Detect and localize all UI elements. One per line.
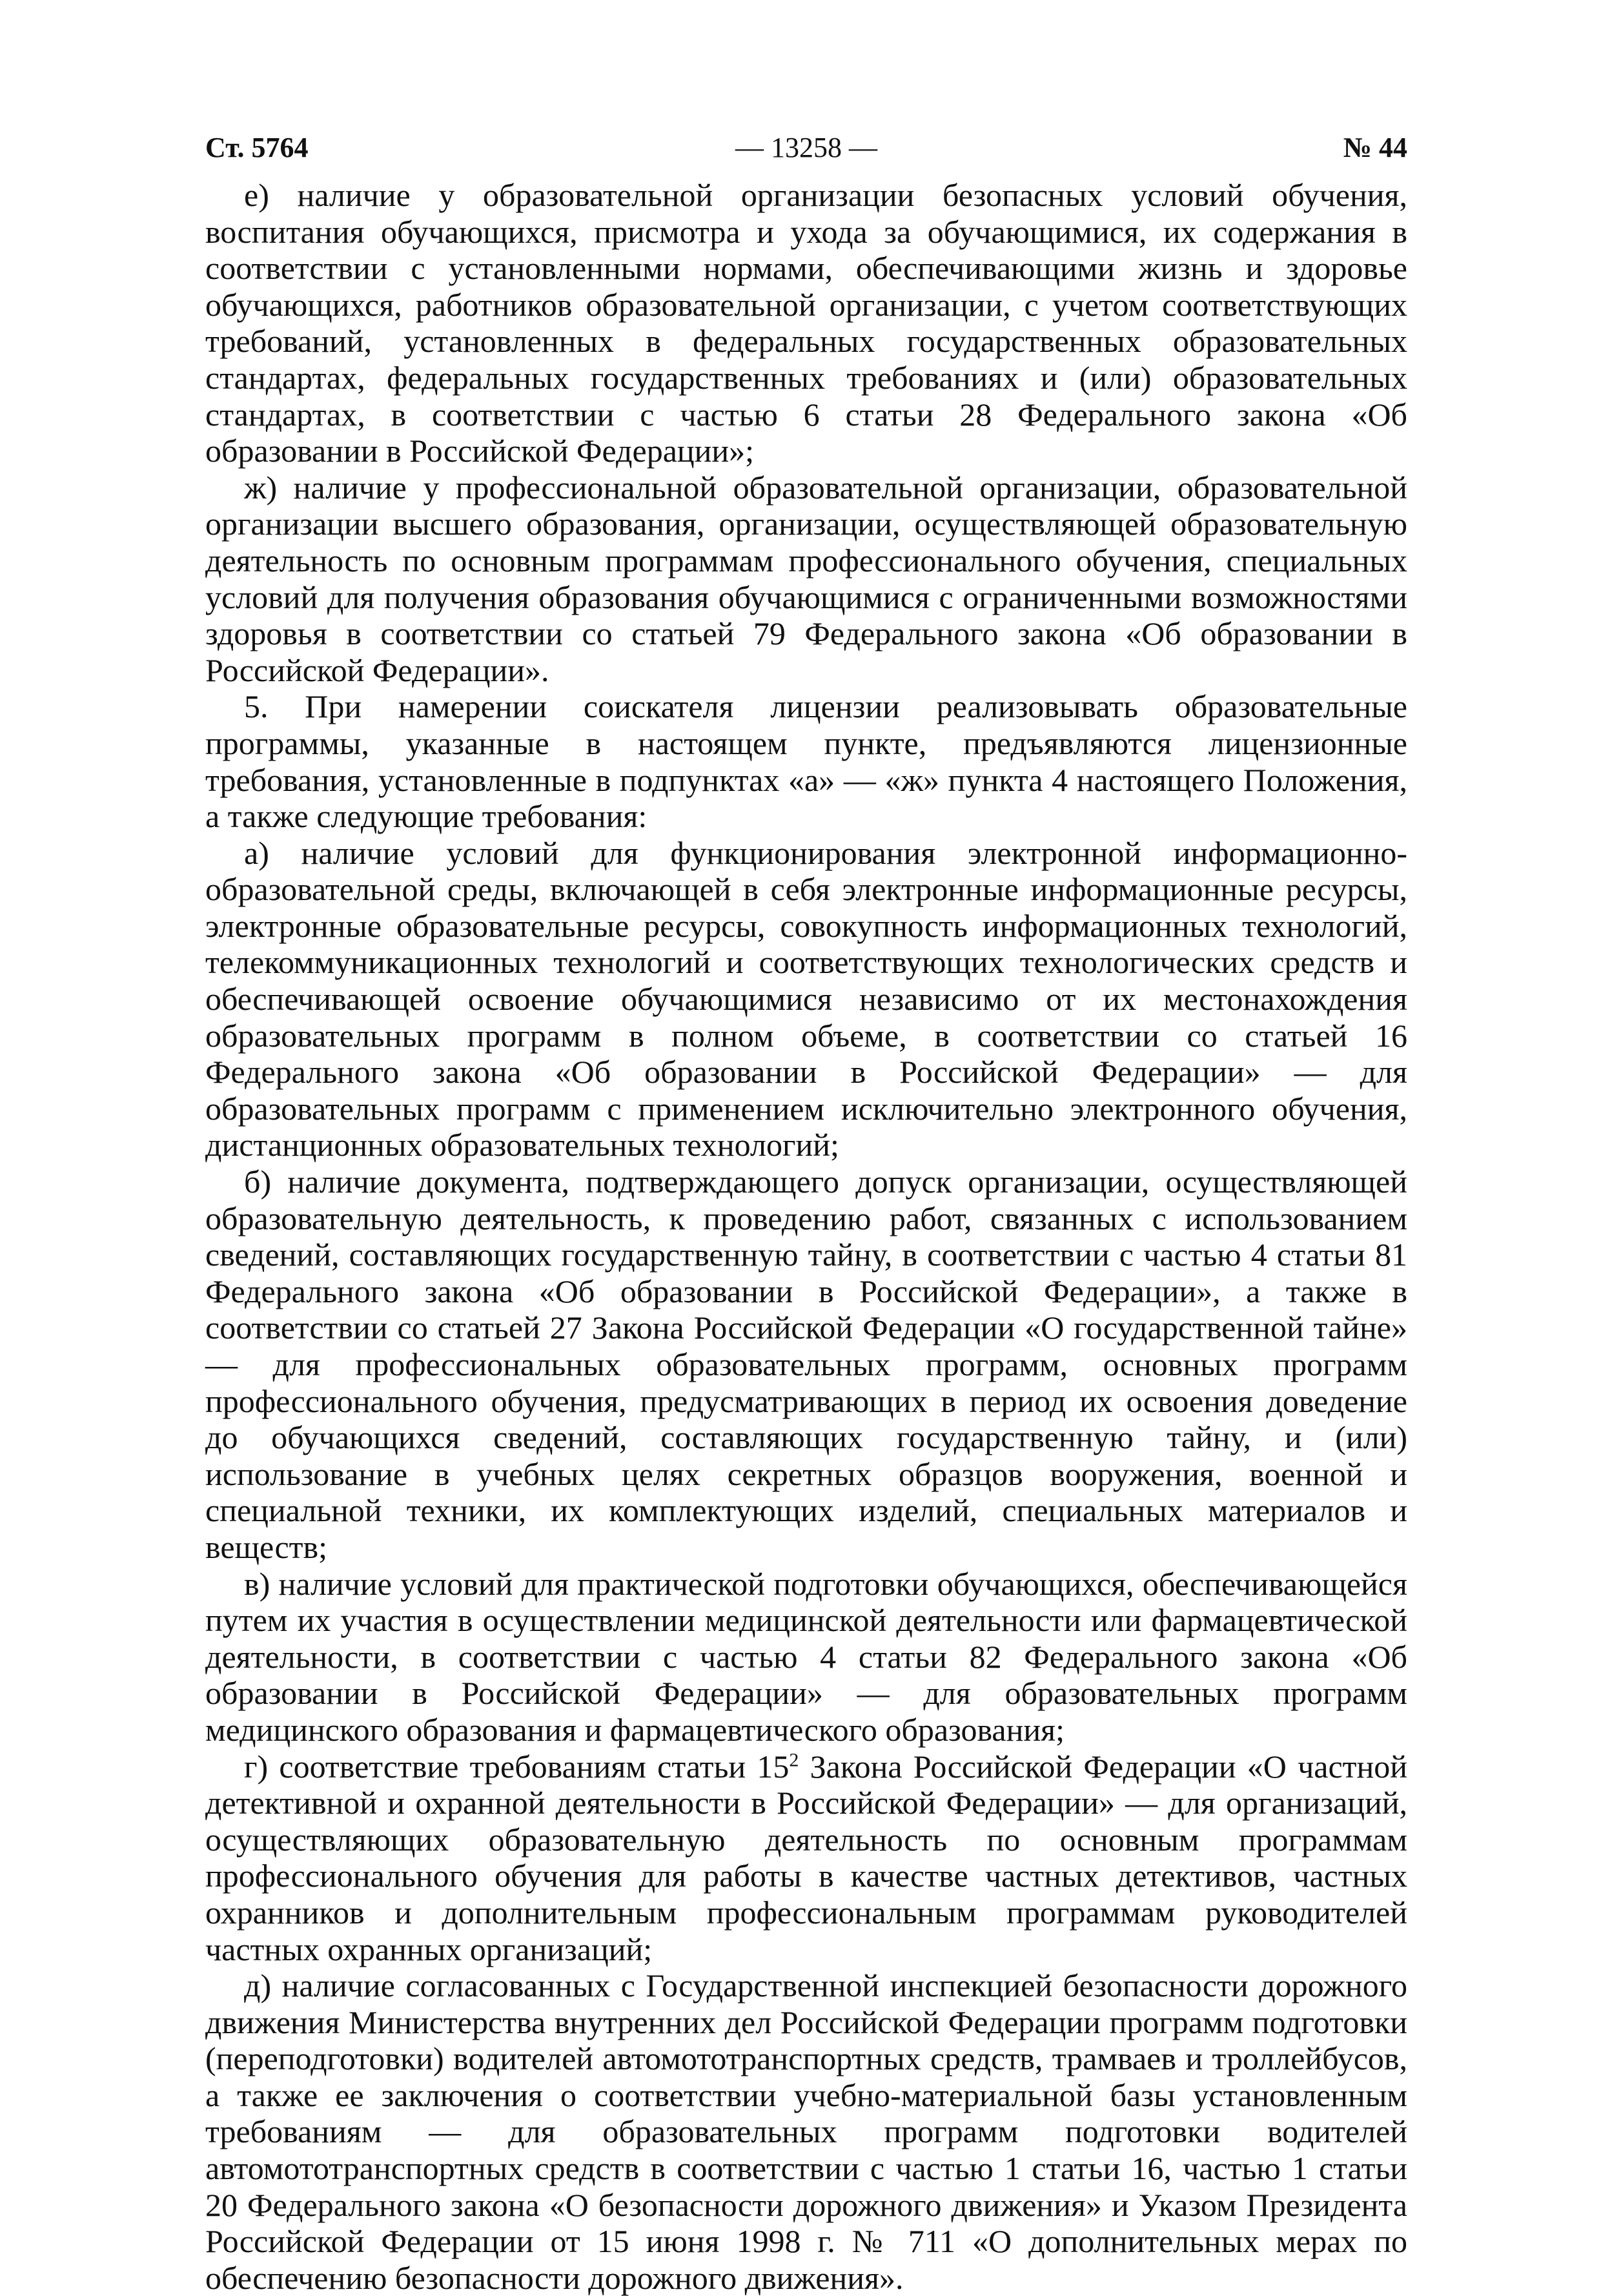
paragraph-b: б) наличие документа, подтверждающего допуск организации, осуществляющей образовательную деятельность, к проведению работ, связанных с использованием сведений, составляющих государственную тайну, в соответствии с частью 4 статьи 81 Федерального закона «Об образовании в Российской Федерации», а также в соответствии со статьей 27 Закона Российской Федерации «О государственной тайне» — для профессиональных образовательных программ, основных программ профессионального обучения, предусматривающих в период их освоения доведение до обучающихся сведений, составляющих государственную тайну, и (или) использование в учебных целях секретных образцов вооружения, военной и специальной техники, их комплектующих изделий, специальных материалов и веществ; [205,1163,1407,1565]
page-header [205,128,1407,168]
article-number: Ст. 5764 [205,132,309,163]
paragraph-zh: ж) наличие у профессиональной образовательной организации, образовательной организации высшего образования, организации, осуществляющей образовательную деятельность по основным программам профессионального обучения, специальных условий для получения образования обучающимися с ограниченными возможностями здоровья в соответствии со статьей 79 Федерального закона «Об образовании в Российской Федерации». [205,469,1407,688]
page-number: — 13258 — [735,132,877,163]
paragraph-a: а) наличие условий для функционирования электронной информационно-образовательной среды, включающей в себя электронные информационные ресурсы, электронные образовательные ресурсы, совокупность информационных технологий, телекоммуникационных технологий и соответствующих технологических средств и обеспечивающей освоение обучающимися независимо от их местонахождения образовательных программ в полном объеме, в соответствии со статьей 16 Федерального закона «Об образовании в Российской Федерации» — для образовательных программ с применением исключительно электронного обучения, дистанционных образовательных технологий; [205,834,1407,1163]
paragraph-g-rest: Закона Российской Федерации «О частной детективной и охранной деятельности в Российской Федерации» — для организаций, осуществляющих образовательную деятельность по основным программам профессионального обучения для работы в качестве частных детективов, частных охранников и дополнительным профессиональным программам руководителей частных охранных организаций; [205,1748,1407,1967]
issue-number: № 44 [1343,132,1407,163]
paragraph-d: д) наличие согласованных с Государственной инспекцией безопасности дорожного движения Министерства внутренних дел Российской Федерации программ подготовки (переподготовки) водителей автомототранспортных средств, трамваев и троллейбусов, а также ее заключения о соответствии учебно-материальной базы установленным требованиям — для образовательных программ подготовки водителей автомототранспортных средств в соответствии с частью 1 статьи 16, частью 1 статьи 20 Федерального закона «О безопасности дорожного движения» и Указом Президента Российской Федерации от 15 июня 1998 г. № 711 «О дополнительных мерах по обеспечению безопасности дорожного движения». [205,1967,1407,2296]
paragraph-item-5: 5. При намерении соискателя лицензии реализовывать образовательные программы, указанные в настоящем пункте, предъявляются лицензионные требования, установленные в подпунктах «а» — «ж» пункта 4 настоящего Положения, а также следующие требования: [205,688,1407,835]
document-page [205,128,1407,2296]
paragraph-v: в) наличие условий для практической подготовки обучающихся, обеспечивающейся путем их участия в осуществлении медицинской деятельности или фармацевтической деятельности, в соответствии с частью 4 статьи 82 Федерального закона «Об образовании в Российской Федерации» — для образовательных программ медицинского образования и фармацевтического образования; [205,1565,1407,1748]
paragraph-e: е) наличие у образовательной организации безопасных условий обучения, воспитания обучающихся, присмотра и ухода за обучающимися, их содержания в соответствии с установленными нормами, обеспечивающими жизнь и здоровье обучающихся, работников образовательной организации, с учетом соответствующих требований, установленных в федеральных государственных образовательных стандартах, федеральных государственных требованиях и (или) образовательных стандартах, в соответствии с частью 6 статьи 28 Федерального закона «Об образовании в Российской Федерации»; [205,177,1407,469]
article-superscript: 2 [789,1748,799,1770]
paragraph-g-start: г) соответствие требованиям статьи 15 [244,1748,790,1785]
paragraph-g [205,1748,1407,1968]
